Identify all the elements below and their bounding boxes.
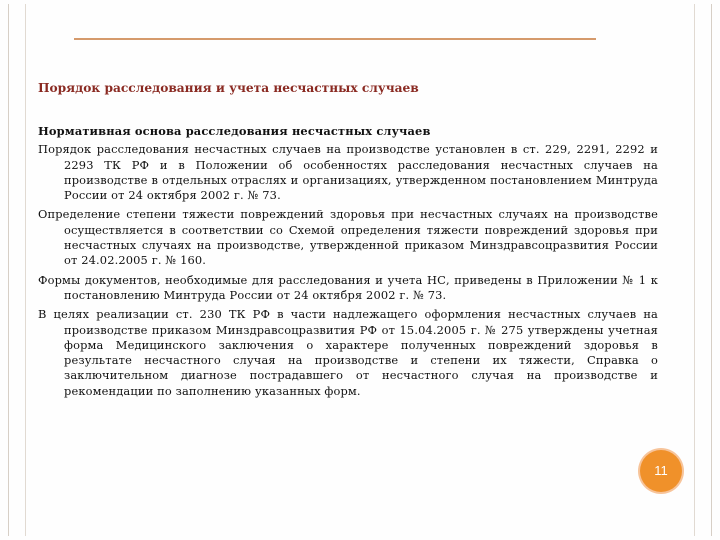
slide-title: Порядок расследования и учета несчастных случаев [38,81,419,95]
slide-body [38,124,658,403]
paragraph-medical-forms: В целях реализации ст. 230 ТК РФ в части надлежащего оформления несчастных случаев на производстве приказом Минздравсоцразвития РФ от 15.04.2005 г. № 275 утверждены учетная форма Медицинского заключения о характере полученных повреждений здоровья в результате несчастного случая на производстве и степени их тяжести, Справка о заключительном диагнозе пострадавшего от несчастного случая на производстве и рекомендации по заполнению указанных форм. [38,307,658,398]
paragraph-legal-basis: Порядок расследования несчастных случаев на производстве установлен в ст. 229, 2291, 2292 и 2293 ТК РФ и в Положении об особенностях расследования несчастных случаев на производстве в отдельных отраслях и организациях, утвержденном постановлением Минтруда России от 24 октября 2002 г. № 73. [38,142,658,203]
paragraph-forms: Формы документов, необходимые для расследования и учета НС, приведены в Приложении № 1 к постановлению Минтруда России от 24 октября 2002 г. № 73. [38,272,658,302]
section-heading: Нормативная основа расследования несчастных случаев [38,124,431,138]
header-rule [74,38,596,40]
paragraph-severity: Определение степени тяжести повреждений здоровья при несчастных случаях на производстве осуществляется в соответствии со Схемой определения тяжести повреждений здоровья при несчастных случаях на производстве, утвержденной приказом Минздравсоцразвития России от 24.02.2005 г. № 160. [38,207,658,268]
page-number-badge: 11 [640,450,682,492]
